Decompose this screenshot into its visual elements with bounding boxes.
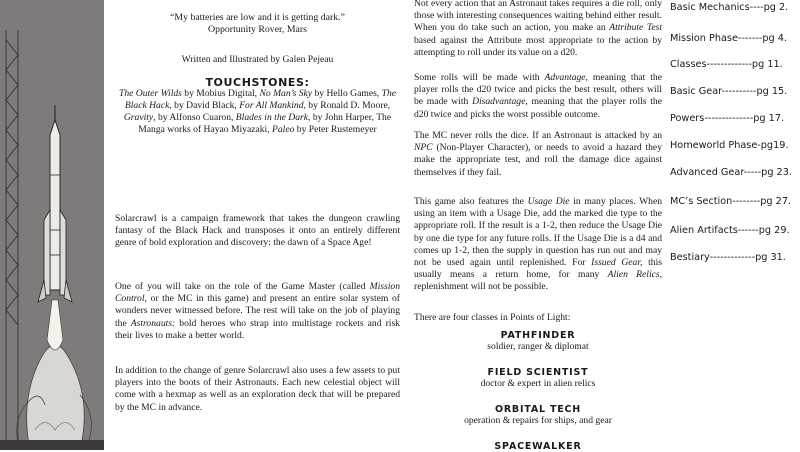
work-credit: by Hello Games, [312, 88, 382, 99]
class-field-scientist [414, 367, 662, 390]
work-title: The Outer Wilds [119, 88, 182, 99]
intro-paragraph-1: Solarcrawl is a campaign framework that takes the dungeon crawling fantasy of the Black Hack and transposes it onto an entirely different genre of bold exploration and discovery: the dawn of a Space Age! [115, 213, 400, 249]
intro-paragraph-3: In addition to the change of genre Solarcrawl also uses a few assets to put players into the boots of their Astronauts. Each new celestial object will come with a hexmap as well as an exploration deck that will be prepared by the MC in advance. [115, 365, 400, 413]
work-credit: , by Ronald D. Moore, [303, 100, 391, 112]
work-credit: by Peter Rustemeyer [294, 124, 377, 136]
toc-item[interactable]: MC’s Section--------pg 27. [670, 196, 792, 207]
classes-intro: There are four classes in Points of Light: [414, 312, 571, 323]
byline: Written and Illustrated by Galen Pejeau [181, 54, 334, 65]
work-title: The Black Hack [124, 88, 396, 112]
toc-item[interactable]: Basic Gear----------pg 15. [670, 86, 788, 97]
work-credit: , by John Harper, The Manga works of Hayao Miyazaki, [138, 112, 392, 136]
rules-paragraph-mc: The MC never rolls the dice. If an Astronaut is attacked by an NPC (Non-Player Character), or needs to avoid a hazard they make the appropriate test, and roll the damage dice against themselves if they fail. [414, 130, 662, 178]
work-title: Paleo [272, 124, 295, 136]
table-of-contents [668, 0, 800, 450]
toc-item[interactable]: Advanced Gear-----pg 23. [670, 167, 792, 178]
work-title: No Man’s Sky [259, 88, 313, 99]
rocket-launch-image [0, 0, 104, 450]
work-credit: by Mobius Digital, [181, 88, 260, 99]
class-description: operation & repairs for ships, and gear [464, 415, 612, 426]
touchstones-heading: TOUCHSTONES: [205, 76, 310, 89]
rocket-illustration [0, 0, 104, 450]
class-name: FIELD SCIENTIST [487, 367, 589, 378]
work-credit: , by David Black, [169, 100, 240, 112]
toc-item[interactable]: Basic Mechanics----pg 2. [670, 2, 789, 13]
quote-source: Opportunity Rover, Mars [208, 24, 307, 36]
toc-item[interactable]: Bestiary-------------pg 31. [670, 252, 786, 263]
class-name: PATHFINDER [500, 330, 576, 341]
toc-item[interactable]: Homeworld Phase-pg19. [670, 140, 789, 151]
toc-item[interactable]: Alien Artifacts------pg 29. [670, 225, 790, 236]
intro-paragraph-2: One of you will take on the role of the Game Master (called Mission Control, or the MC in this game) and present an entire solar system of wonders never witnessed before. The rest will take on the job of playing the Astronauts: bold heroes who strap into multistage rockets and risk their lives to make a better world. [115, 281, 400, 341]
touchstones-list [115, 88, 400, 136]
class-name: SPACEWALKER [494, 441, 582, 452]
left-column [115, 0, 400, 450]
middle-column [414, 0, 662, 450]
class-description: soldier, ranger & diplomat [487, 341, 589, 352]
work-title: Gravity [123, 112, 154, 124]
toc-item[interactable]: Powers--------------pg 17. [670, 113, 785, 124]
rules-paragraph-advantage: Some rolls will be made with Advantage, meaning that the player rolls the d20 twice and picks the best result, others will be made with Disadvantage, meaning that the player rolls the d20 twice and picks the worst possible outcome. [414, 72, 662, 120]
toc-item[interactable]: Mission Phase-------pg 4. [670, 33, 787, 44]
class-spacewalker [414, 441, 662, 452]
work-title: For All Mankind [239, 100, 304, 112]
rules-paragraph-attribute-test: Not every action that an Astronaut takes requires a die roll, only those with interesting consequences waiting behind either result. When you do take such an action, you make an Attribute Test based against the Attribute most appropriate to the action by attempting to roll under its value on a d20. [414, 0, 662, 58]
toc-item[interactable]: Classes-------------pg 11. [670, 59, 783, 70]
class-pathfinder [414, 330, 662, 353]
class-name: ORBITAL TECH [494, 404, 582, 415]
work-credit: , by Alfonso Cuaron, [153, 112, 236, 124]
class-description: doctor & expert in alien relics [480, 378, 596, 389]
work-title: Blades in the Dark [235, 112, 309, 124]
epigraph-quote [115, 12, 400, 37]
quote-text: “My batteries are low and it is getting dark.” [170, 12, 345, 23]
rules-paragraph-usage-die: This game also features the Usage Die in many places. When using an item with a Usage Die, add the marked die type to the appropriate roll. If the result is a 1-2, then reduce the Usage Die by one die type for any future rolls. If the Usage Die is a d4 and comes up 1-2, then the supply in question has run out and may not be used again until replenished. For Issued Gear, this usually means a return home, for many Alien Relics, replenishment will not be possible. [414, 196, 663, 293]
class-orbital-tech [414, 404, 662, 427]
